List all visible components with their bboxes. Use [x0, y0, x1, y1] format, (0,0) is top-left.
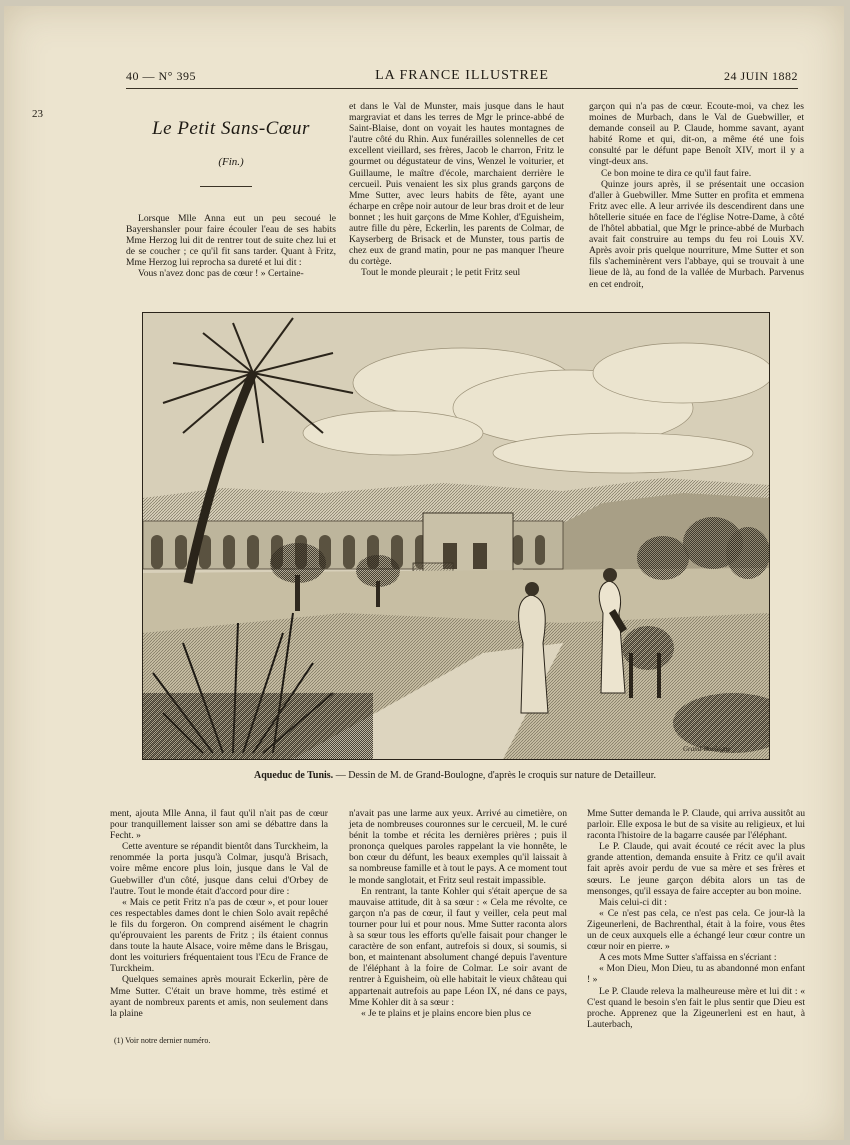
paragraph: Vous n'avez donc pas de cœur ! » Certaine- — [138, 268, 304, 280]
column-3 — [589, 101, 804, 290]
lower-column-3 — [587, 808, 805, 1030]
caption-text: — Dessin de M. de Grand-Boulogne, d'après le croquis sur nature de Detailleur. — [333, 770, 657, 781]
paragraph: n'avait pas une larme aux yeux. Arrivé au cimetière, on jeta de nombreuses couronnes sur le cercueil, M. le curé bénit la tombe et récita les dernières prières ; puis il prononça quelques paroles rappelant la vie honnête, le bon cœur du défunt, les beaux exemples qu'il laissait à sa nombreuse famille et à tout le pays. A ce moment tout le monde sanglotait, et Fritz seul restait impassible. — [349, 808, 567, 886]
paragraph: « Ce n'est pas cela, ce n'est pas cela. Ce jour-là la Zigeunerleni, de Bachrenthal, était à la foire, vous êtes un de ceux auxquels elle a échangé leur cœur contre un cœur noir en pierre. » — [587, 907, 805, 953]
paragraph: garçon qui n'a pas de cœur. Ecoute-moi, va chez les moines de Murbach, dans le Val de Guebwiller, et demande conseil au P. Claude, homme savant, ayant habité Rome et qui, dit-on, a même été une fois consulté par le défunt pape Benoît XIV, mort il y a vingt-deux ans. — [589, 101, 804, 168]
caption-title: Aqueduc de Tunis. — [253, 770, 334, 781]
paragraph: Mais celui-ci dit : — [599, 896, 667, 908]
paragraph: « Mais ce petit Fritz n'a pas de cœur », et pour louer ces respectables dames dont le chien Solo avait repêché le fils du forgeron. On comprend aisément le chagrin qu'éprouvaient les parents de Fritz ; ils étaient connus dans toute la haute Alsace, voire même dans le Brisgau, dont les voituriers fréquentaient tous l'Ecu de France de Turckheim. — [110, 896, 328, 975]
paragraph: ment, ajouta Mlle Anna, il faut qu'il n'ait pas de cœur pour tranquillement laisser son ami se débattre dans la Fecht. » — [110, 808, 328, 842]
paragraph: En rentrant, la tante Kohler qui s'était aperçue de sa mauvaise attitude, dit à sa sœur : « Cela me révolte, ce garçon n'a pas de cœur, il faut y veiller, cela peut mal tourner pour lui et pour nous. Mme Sutter raconta alors à sa sœur tous les efforts qu'elle faisait pour changer le caractère de son enfant, autrefois si doux, si soumis, si bon, et maintenant absolument changé depuis l'aventure de l'éléphant à la foire de Colmar. Le soir avant de rentrer à Eguisheim, où elle habitait le vieux château qui appartenait autrefois au pape Léon IX, né dans ce pays, Mme Kohler dit à sa sœur : — [349, 885, 567, 1008]
shrubs — [143, 693, 373, 759]
paragraph: « Je te plains et je plains encore bien plus ce — [361, 1007, 531, 1019]
column-2 — [349, 101, 564, 279]
paragraph: Lorsque Mlle Anna eut un peu secoué le Bayershansler pour faire écouler l'eau de ses habits Mme Herzog lui dit de rentrer tout de suite chez lui et de se coucher ; ce qu'il fit sans tarder. Quant à Fritz, Mme Herzog lui reprocha sa dureté et lui dit : — [126, 213, 336, 269]
paragraph: Mme Sutter demanda le P. Claude, qui arriva aussitôt au parloir. Elle exposa le but de sa visite au religieux, et lui raconta l'histoire de la bagarre causée par l'éléphant. — [587, 808, 805, 842]
header-rule — [126, 88, 798, 89]
footnote: (1) Voir notre dernier numéro. — [114, 1036, 211, 1045]
paragraph: Tout le monde pleurait ; le petit Fritz seul — [361, 267, 521, 279]
paragraph: Ce bon moine te dira ce qu'il faut faire. — [601, 167, 752, 179]
issue-number: 40 — N° 395 — [126, 69, 196, 83]
paragraph: Cette aventure se répandit bientôt dans Turckheim, la renommée la porta jusqu'à Colmar, jusqu'à Brisach, voire même encore plus loin, jusque dans le Val de Guebwiller d'un côté, jusque dans celui d'Orbey de l'autre. Tout le monde était d'accord pour dire : — [110, 841, 328, 897]
paragraph: Le P. Claude releva la malheureuse mère et lui dit : « C'est quand le besoin s'en fait le plus sentir que Dieu est proche. Apprenez que la Zigeunerleni est en haut, à Lauterbach, — [587, 985, 805, 1030]
paragraph: A ces mots Mme Sutter s'affaissa en s'écriant : — [599, 952, 777, 964]
column-1 — [126, 213, 336, 280]
margin-mark: 23 — [32, 108, 43, 120]
paragraph: Le P. Claude, qui avait écouté ce récit avec la plus grande attention, demanda ensuite à Fritz ce qu'il avait fait après avoir perdu de vue sa mère et ses frères et sœurs. Le jeune garçon débita alors un tas de mensonges, qu'il essaya de faire accepter au bon moine. — [587, 841, 805, 897]
paragraph: « Mon Dieu, Mon Dieu, tu as abandonné mon enfant ! » — [587, 963, 805, 986]
page-header — [126, 66, 798, 86]
paragraph: Quinze jours après, il se présentait une occasion d'aller à Guebwiller. Mme Sutter en profita et emmena Fritz avec elle. A leur arrivée ils descendirent dans une hôtellerie située en face de l'église Notre-Dame, à côté de l'hôtel abbatial, que Mgr le prince-abbé de Murbach avait fait construire au temps du feu roi Louis XV. Après avoir pris quelque nourriture, Mme Sutter et son fils s'acheminèrent vers l'abbaye, qui se trouvait à une lieue de là, au fond de la vallée de Murbach. Parvenus en cet endroit, — [589, 178, 804, 290]
paragraph: et dans le Val de Munster, mais jusque dans le haut margraviat et dans les terres de Mgr le prince-abbé de Saint-Blaise, dont on voyait les hautes montagnes de l'autre côté du Rhin. Aux funérailles solennelles de cet excellent vieillard, ses frères, Jacob le charron, Fritz le gourmet ou dégustateur de vins, Wenzel le voiturier, et Guillaume, le maître d'école, marchaient derrière le cercueil. Puis venaient les six plus grands garçons de Mme Sutter, avec leurs habits de fête, ayant une écharpe en crêpe noir autour de leur bras droit et de leur bonnet ; les huit garçons de Mme Kohler, d'Eguisheim, autre fille du père, Eckerlin, les parents de Colmar, de Kayserberg de Brisack et de Munster, tous partis de chez eux de grand matin, pour ne pas manquer l'heure du cortège. — [349, 101, 564, 268]
lower-column-2 — [349, 808, 567, 1019]
illustration-caption — [142, 770, 768, 781]
article-subtitle: (Fin.) — [218, 156, 244, 168]
title-rule — [200, 186, 252, 187]
issue-date: 24 JUIN 1882 — [724, 69, 798, 83]
aqueduct-engraving — [143, 313, 769, 759]
article-title: Le Petit Sans-Cœur — [152, 118, 310, 139]
paragraph: Quelques semaines après mourait Eckerlin, père de Mme Sutter. C'était un brave homme, très estimé et ayant de nombreux parents et amis, non seulement dans la plaine — [110, 974, 328, 1019]
newspaper-page — [4, 6, 844, 1140]
engraving-illustration — [142, 312, 770, 760]
lower-column-1 — [110, 808, 328, 1019]
artist-signature: Grand-Boulogne — [683, 745, 731, 753]
publication-title: LA FRANCE ILLUSTREE — [375, 68, 549, 83]
